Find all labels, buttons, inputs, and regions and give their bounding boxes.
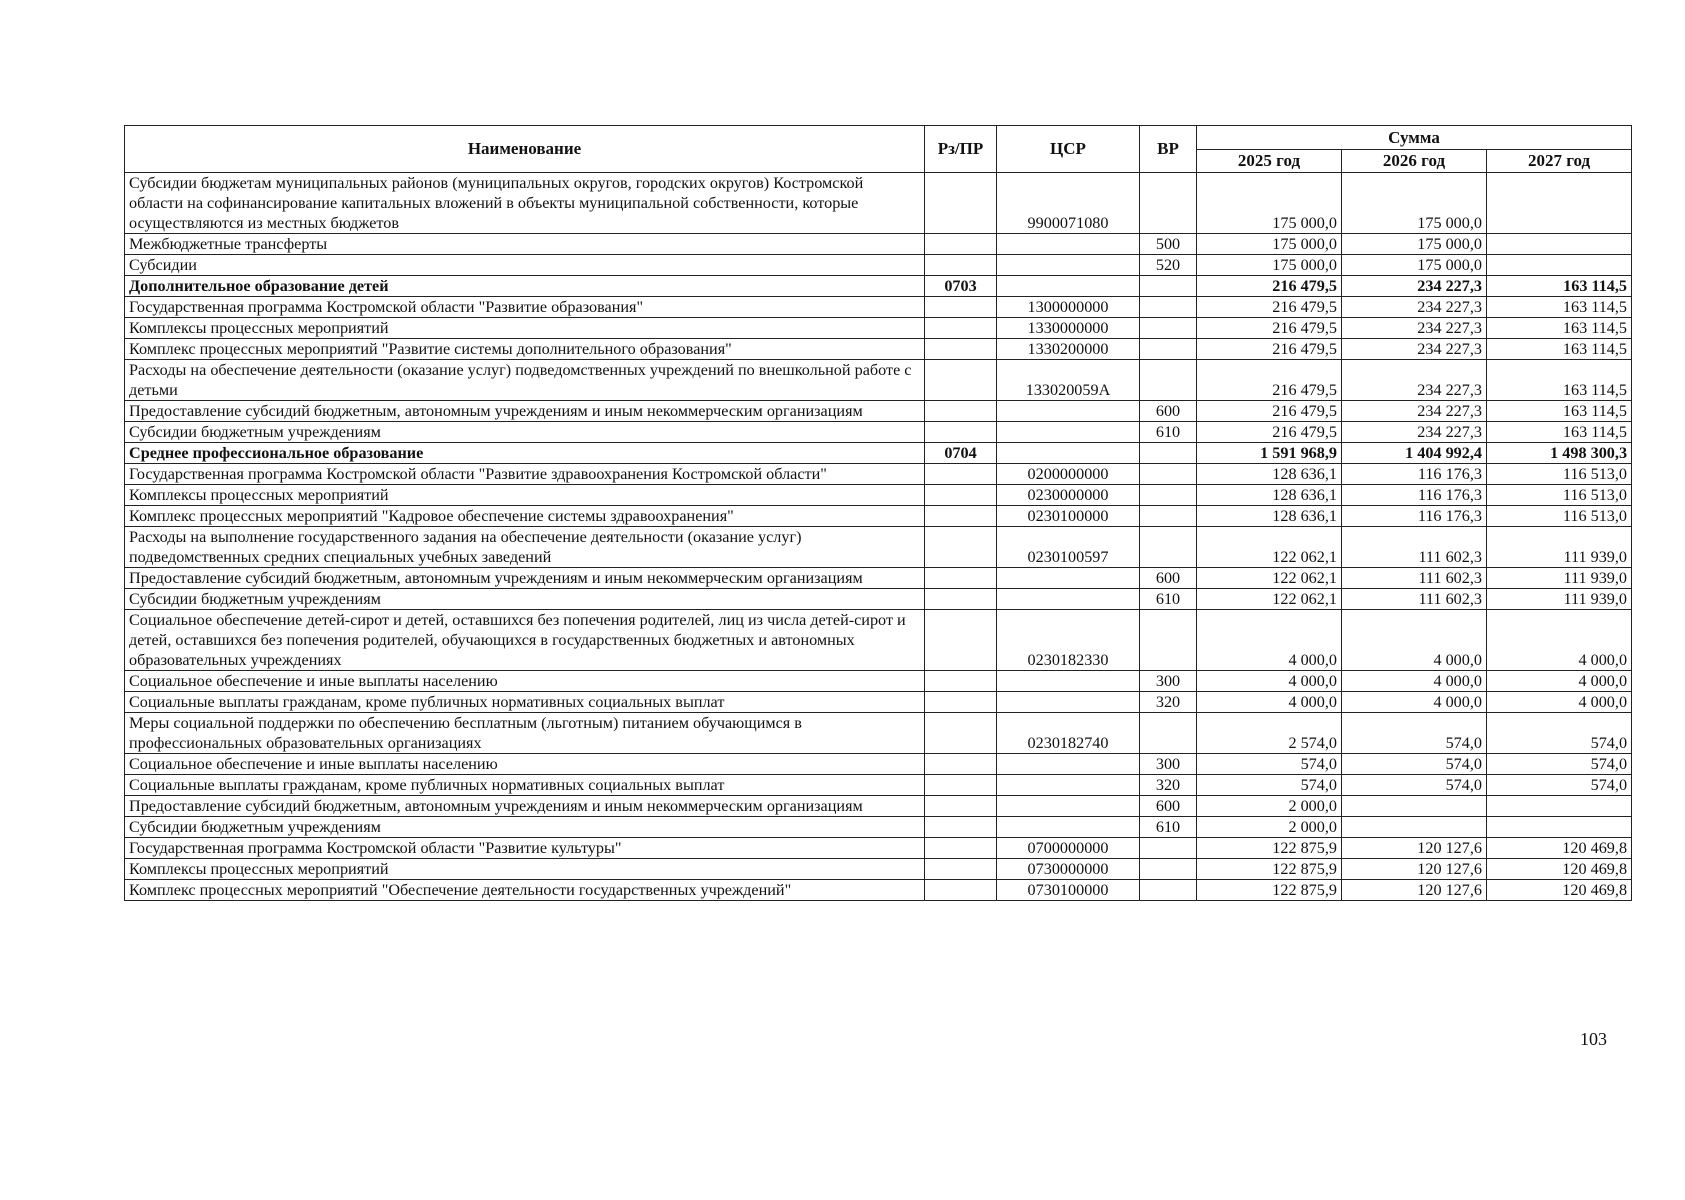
cell-rz-pr: [925, 234, 997, 255]
table-row: [125, 234, 1632, 255]
cell-name: Предоставление субсидий бюджетным, автономным учреждениям и иным некоммерческим организациям: [125, 568, 925, 589]
cell-sum-2026: 234 227,3: [1342, 401, 1487, 422]
cell-name: Комплекс процессных мероприятий "Развитие системы дополнительного образования": [125, 339, 925, 360]
table-row: [125, 880, 1632, 901]
cell-csr: 0230100597: [997, 527, 1140, 568]
header-year-2026: 2026 год: [1342, 150, 1487, 173]
cell-rz-pr: [925, 527, 997, 568]
table-row: [125, 754, 1632, 775]
cell-csr: [997, 671, 1140, 692]
cell-name: Социальные выплаты гражданам, кроме публичных нормативных социальных выплат: [125, 692, 925, 713]
cell-sum-2026: 111 602,3: [1342, 568, 1487, 589]
cell-sum-2027: 116 513,0: [1487, 464, 1632, 485]
cell-vr: 320: [1140, 775, 1197, 796]
table-row: [125, 276, 1632, 297]
cell-sum-2027: 111 939,0: [1487, 527, 1632, 568]
cell-csr: 0230000000: [997, 485, 1140, 506]
budget-table: [124, 125, 1632, 901]
cell-sum-2026: 4 000,0: [1342, 610, 1487, 671]
cell-sum-2026: 1 404 992,4: [1342, 443, 1487, 464]
cell-rz-pr: [925, 464, 997, 485]
cell-sum-2025: 2 000,0: [1197, 817, 1342, 838]
table-row: [125, 485, 1632, 506]
cell-name: Субсидии бюджетам муниципальных районов (муниципальных округов, городских округов) Костромской области на софинансирование капитальных вложений в объекты муниципальной собственности, которые осуществляются из местных бюджетов: [125, 173, 925, 234]
cell-name: Комплексы процессных мероприятий: [125, 318, 925, 339]
cell-name: Комплекс процессных мероприятий "Кадровое обеспечение системы здравоохранения": [125, 506, 925, 527]
cell-rz-pr: [925, 173, 997, 234]
table-row: [125, 838, 1632, 859]
cell-sum-2026: 116 176,3: [1342, 485, 1487, 506]
cell-vr: 300: [1140, 754, 1197, 775]
cell-sum-2027: 574,0: [1487, 713, 1632, 754]
cell-vr: [1140, 713, 1197, 754]
cell-vr: 500: [1140, 234, 1197, 255]
cell-vr: [1140, 297, 1197, 318]
cell-sum-2027: [1487, 796, 1632, 817]
page-number: 103: [1580, 1029, 1607, 1049]
cell-sum-2027: 116 513,0: [1487, 506, 1632, 527]
cell-sum-2027: 120 469,8: [1487, 838, 1632, 859]
cell-vr: [1140, 173, 1197, 234]
table-row: [125, 775, 1632, 796]
header-year-2027: 2027 год: [1487, 150, 1632, 173]
cell-sum-2027: 4 000,0: [1487, 692, 1632, 713]
table-row: [125, 255, 1632, 276]
cell-sum-2026: 234 227,3: [1342, 360, 1487, 401]
cell-csr: 1330000000: [997, 318, 1140, 339]
cell-vr: [1140, 485, 1197, 506]
cell-rz-pr: [925, 318, 997, 339]
cell-csr: [997, 276, 1140, 297]
cell-sum-2025: 216 479,5: [1197, 318, 1342, 339]
cell-sum-2026: 111 602,3: [1342, 589, 1487, 610]
cell-sum-2027: [1487, 817, 1632, 838]
cell-sum-2025: 4 000,0: [1197, 610, 1342, 671]
cell-sum-2027: 120 469,8: [1487, 859, 1632, 880]
cell-csr: [997, 796, 1140, 817]
cell-rz-pr: [925, 339, 997, 360]
cell-csr: 1330200000: [997, 339, 1140, 360]
cell-sum-2027: [1487, 173, 1632, 234]
cell-sum-2025: 128 636,1: [1197, 506, 1342, 527]
cell-sum-2027: 120 469,8: [1487, 880, 1632, 901]
cell-sum-2025: 216 479,5: [1197, 401, 1342, 422]
cell-sum-2027: 4 000,0: [1487, 610, 1632, 671]
cell-vr: 610: [1140, 422, 1197, 443]
cell-rz-pr: 0704: [925, 443, 997, 464]
cell-rz-pr: [925, 297, 997, 318]
cell-sum-2027: 163 114,5: [1487, 297, 1632, 318]
table-row: [125, 527, 1632, 568]
table-row: [125, 713, 1632, 754]
table-row: [125, 506, 1632, 527]
cell-vr: 610: [1140, 817, 1197, 838]
cell-vr: [1140, 859, 1197, 880]
cell-name: Среднее профессиональное образование: [125, 443, 925, 464]
cell-name: Социальное обеспечение и иные выплаты населению: [125, 671, 925, 692]
cell-sum-2026: 120 127,6: [1342, 880, 1487, 901]
cell-csr: [997, 234, 1140, 255]
table-row: [125, 360, 1632, 401]
cell-rz-pr: [925, 422, 997, 443]
cell-sum-2025: 2 000,0: [1197, 796, 1342, 817]
cell-csr: 133020059A: [997, 360, 1140, 401]
cell-sum-2027: 163 114,5: [1487, 401, 1632, 422]
cell-name: Субсидии бюджетным учреждениям: [125, 817, 925, 838]
table-row: [125, 817, 1632, 838]
cell-sum-2027: 4 000,0: [1487, 671, 1632, 692]
cell-sum-2026: 234 227,3: [1342, 297, 1487, 318]
cell-sum-2026: 111 602,3: [1342, 527, 1487, 568]
cell-sum-2026: 574,0: [1342, 713, 1487, 754]
cell-rz-pr: [925, 610, 997, 671]
cell-sum-2025: 2 574,0: [1197, 713, 1342, 754]
cell-name: Меры социальной поддержки по обеспечению бесплатным (льготным) питанием обучающимся в профессиональных образовательных организациях: [125, 713, 925, 754]
cell-sum-2027: 163 114,5: [1487, 318, 1632, 339]
cell-name: Государственная программа Костромской области "Развитие культуры": [125, 838, 925, 859]
cell-csr: 0230182740: [997, 713, 1140, 754]
cell-name: Социальные выплаты гражданам, кроме публичных нормативных социальных выплат: [125, 775, 925, 796]
table-body: [125, 173, 1632, 901]
cell-sum-2026: 116 176,3: [1342, 506, 1487, 527]
cell-sum-2026: 116 176,3: [1342, 464, 1487, 485]
cell-rz-pr: [925, 880, 997, 901]
cell-name: Расходы на выполнение государственного задания на обеспечение деятельности (оказание услуг) подведомственных средних специальных учебных заведений: [125, 527, 925, 568]
header-vr: ВР: [1140, 126, 1197, 173]
cell-name: Дополнительное образование детей: [125, 276, 925, 297]
cell-csr: [997, 692, 1140, 713]
cell-rz-pr: [925, 506, 997, 527]
cell-csr: [997, 568, 1140, 589]
cell-sum-2026: [1342, 796, 1487, 817]
table-row: [125, 859, 1632, 880]
cell-vr: 610: [1140, 589, 1197, 610]
table-row: [125, 443, 1632, 464]
cell-sum-2025: 122 875,9: [1197, 859, 1342, 880]
cell-name: Государственная программа Костромской области "Развитие образования": [125, 297, 925, 318]
cell-sum-2027: 163 114,5: [1487, 360, 1632, 401]
cell-rz-pr: [925, 775, 997, 796]
cell-csr: 0230100000: [997, 506, 1140, 527]
cell-vr: 300: [1140, 671, 1197, 692]
table-header: [125, 126, 1632, 173]
cell-vr: 320: [1140, 692, 1197, 713]
table-row: [125, 401, 1632, 422]
cell-vr: [1140, 610, 1197, 671]
cell-sum-2025: 175 000,0: [1197, 173, 1342, 234]
cell-rz-pr: [925, 713, 997, 754]
cell-vr: [1140, 443, 1197, 464]
cell-sum-2025: 128 636,1: [1197, 464, 1342, 485]
cell-name: Комплекс процессных мероприятий "Обеспечение деятельности государственных учреждений": [125, 880, 925, 901]
cell-rz-pr: [925, 589, 997, 610]
cell-sum-2026: 574,0: [1342, 754, 1487, 775]
cell-sum-2026: 120 127,6: [1342, 838, 1487, 859]
cell-name: Предоставление субсидий бюджетным, автономным учреждениям и иным некоммерческим организациям: [125, 796, 925, 817]
cell-name: Субсидии: [125, 255, 925, 276]
table-row: [125, 318, 1632, 339]
cell-sum-2026: 234 227,3: [1342, 339, 1487, 360]
cell-csr: 0700000000: [997, 838, 1140, 859]
cell-vr: 520: [1140, 255, 1197, 276]
cell-sum-2026: 175 000,0: [1342, 173, 1487, 234]
cell-sum-2026: 4 000,0: [1342, 671, 1487, 692]
cell-sum-2025: 122 875,9: [1197, 838, 1342, 859]
table-row: [125, 297, 1632, 318]
cell-csr: 1300000000: [997, 297, 1140, 318]
cell-sum-2025: 216 479,5: [1197, 297, 1342, 318]
cell-sum-2026: 120 127,6: [1342, 859, 1487, 880]
cell-name: Социальное обеспечение детей-сирот и детей, оставшихся без попечения родителей, лиц из числа детей-сирот и детей, оставшихся без попечения родителей, обучающихся в государственных бюджетных и автономных образовательных учреждениях: [125, 610, 925, 671]
cell-sum-2025: 574,0: [1197, 775, 1342, 796]
cell-sum-2027: 574,0: [1487, 754, 1632, 775]
cell-csr: [997, 422, 1140, 443]
cell-sum-2027: 163 114,5: [1487, 339, 1632, 360]
cell-sum-2026: 175 000,0: [1342, 255, 1487, 276]
cell-sum-2025: 122 062,1: [1197, 589, 1342, 610]
table-row: [125, 796, 1632, 817]
cell-sum-2025: 216 479,5: [1197, 360, 1342, 401]
cell-vr: [1140, 506, 1197, 527]
cell-rz-pr: 0703: [925, 276, 997, 297]
cell-sum-2025: 4 000,0: [1197, 692, 1342, 713]
table-row: [125, 464, 1632, 485]
cell-sum-2025: 122 062,1: [1197, 568, 1342, 589]
cell-vr: 600: [1140, 568, 1197, 589]
header-year-2025: 2025 год: [1197, 150, 1342, 173]
cell-sum-2025: 175 000,0: [1197, 255, 1342, 276]
cell-vr: [1140, 318, 1197, 339]
cell-rz-pr: [925, 360, 997, 401]
cell-sum-2027: [1487, 255, 1632, 276]
cell-rz-pr: [925, 401, 997, 422]
cell-sum-2027: 574,0: [1487, 775, 1632, 796]
cell-name: Государственная программа Костромской области "Развитие здравоохранения Костромской области": [125, 464, 925, 485]
cell-vr: [1140, 339, 1197, 360]
header-csr: ЦСР: [997, 126, 1140, 173]
cell-csr: [997, 443, 1140, 464]
cell-vr: [1140, 527, 1197, 568]
cell-name: Комплексы процессных мероприятий: [125, 485, 925, 506]
cell-sum-2025: 1 591 968,9: [1197, 443, 1342, 464]
cell-rz-pr: [925, 671, 997, 692]
cell-sum-2026: 234 227,3: [1342, 318, 1487, 339]
cell-sum-2026: 4 000,0: [1342, 692, 1487, 713]
cell-sum-2025: 216 479,5: [1197, 339, 1342, 360]
cell-rz-pr: [925, 485, 997, 506]
cell-csr: [997, 401, 1140, 422]
cell-sum-2025: 122 062,1: [1197, 527, 1342, 568]
table-row: [125, 173, 1632, 234]
cell-csr: 0200000000: [997, 464, 1140, 485]
cell-csr: [997, 255, 1140, 276]
cell-vr: [1140, 276, 1197, 297]
cell-sum-2027: 116 513,0: [1487, 485, 1632, 506]
cell-sum-2025: 175 000,0: [1197, 234, 1342, 255]
cell-rz-pr: [925, 817, 997, 838]
cell-sum-2026: 574,0: [1342, 775, 1487, 796]
table-row: [125, 568, 1632, 589]
cell-csr: [997, 775, 1140, 796]
cell-sum-2026: 234 227,3: [1342, 422, 1487, 443]
cell-rz-pr: [925, 568, 997, 589]
cell-sum-2025: 216 479,5: [1197, 422, 1342, 443]
cell-rz-pr: [925, 796, 997, 817]
cell-vr: [1140, 838, 1197, 859]
cell-sum-2026: 175 000,0: [1342, 234, 1487, 255]
cell-rz-pr: [925, 692, 997, 713]
cell-csr: [997, 589, 1140, 610]
cell-sum-2026: 234 227,3: [1342, 276, 1487, 297]
header-rz: Рз/ПР: [925, 126, 997, 173]
cell-name: Предоставление субсидий бюджетным, автономным учреждениям и иным некоммерческим организациям: [125, 401, 925, 422]
cell-rz-pr: [925, 754, 997, 775]
cell-sum-2027: 163 114,5: [1487, 422, 1632, 443]
cell-csr: [997, 817, 1140, 838]
cell-name: Субсидии бюджетным учреждениям: [125, 589, 925, 610]
table-row: [125, 589, 1632, 610]
cell-csr: 0230182330: [997, 610, 1140, 671]
cell-sum-2025: 122 875,9: [1197, 880, 1342, 901]
cell-sum-2025: 128 636,1: [1197, 485, 1342, 506]
cell-name: Расходы на обеспечение деятельности (оказание услуг) подведомственных учреждений по внешкольной работе с детьми: [125, 360, 925, 401]
table-row: [125, 339, 1632, 360]
cell-name: Субсидии бюджетным учреждениям: [125, 422, 925, 443]
cell-sum-2025: 574,0: [1197, 754, 1342, 775]
cell-sum-2025: 4 000,0: [1197, 671, 1342, 692]
cell-sum-2027: [1487, 234, 1632, 255]
cell-sum-2027: 1 498 300,3: [1487, 443, 1632, 464]
cell-sum-2027: 163 114,5: [1487, 276, 1632, 297]
cell-sum-2027: 111 939,0: [1487, 589, 1632, 610]
table-row: [125, 692, 1632, 713]
cell-name: Межбюджетные трансферты: [125, 234, 925, 255]
header-name: Наименование: [125, 126, 925, 173]
cell-vr: 600: [1140, 401, 1197, 422]
cell-csr: 9900071080: [997, 173, 1140, 234]
cell-vr: 600: [1140, 796, 1197, 817]
cell-name: Социальное обеспечение и иные выплаты населению: [125, 754, 925, 775]
cell-csr: 0730100000: [997, 880, 1140, 901]
cell-sum-2027: 111 939,0: [1487, 568, 1632, 589]
table-row: [125, 610, 1632, 671]
cell-rz-pr: [925, 859, 997, 880]
cell-rz-pr: [925, 255, 997, 276]
cell-rz-pr: [925, 838, 997, 859]
cell-vr: [1140, 360, 1197, 401]
table-row: [125, 671, 1632, 692]
cell-sum-2026: [1342, 817, 1487, 838]
cell-sum-2025: 216 479,5: [1197, 276, 1342, 297]
cell-vr: [1140, 880, 1197, 901]
cell-csr: [997, 754, 1140, 775]
cell-name: Комплексы процессных мероприятий: [125, 859, 925, 880]
table-row: [125, 422, 1632, 443]
header-sum: Сумма: [1197, 126, 1632, 150]
cell-vr: [1140, 464, 1197, 485]
cell-csr: 0730000000: [997, 859, 1140, 880]
